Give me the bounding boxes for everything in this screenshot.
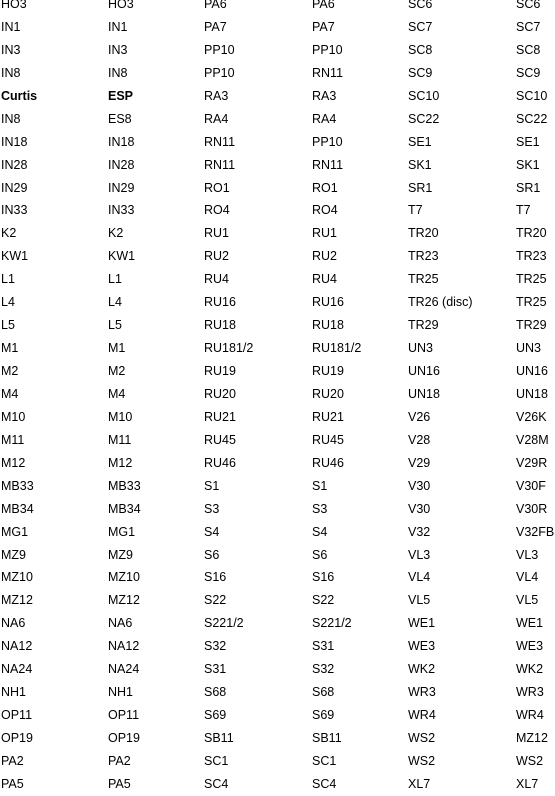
table-row xyxy=(0,589,555,612)
table-cell: RU19 xyxy=(312,364,344,378)
table-cell: TR26 (disc) xyxy=(408,295,473,310)
table-row xyxy=(0,245,555,268)
table-cell: SR1 xyxy=(408,180,433,195)
table-row xyxy=(0,681,555,704)
table-cell: UN16 xyxy=(516,364,548,378)
table-cell: RN11 xyxy=(312,65,344,80)
table-cell: M10 xyxy=(108,409,133,424)
table-cell: MZ12 xyxy=(1,593,33,608)
table-cell: M10 xyxy=(1,409,26,424)
table-cell: SC10 xyxy=(408,88,440,103)
table-row xyxy=(0,268,555,291)
table-cell: SE1 xyxy=(408,134,432,149)
table-cell: S16 xyxy=(312,570,335,585)
table-cell: MB33 xyxy=(108,478,141,493)
table-cell: M2 xyxy=(1,364,19,378)
table-cell: MZ10 xyxy=(1,570,33,585)
table-cell: V28M xyxy=(516,432,549,447)
table-cell: Curtis xyxy=(1,88,38,103)
table-row xyxy=(0,750,555,773)
table-cell: RU4 xyxy=(204,272,230,287)
table-cell: ESP xyxy=(108,88,134,103)
table-cell: RU1 xyxy=(204,226,230,241)
table-row xyxy=(0,566,555,589)
table-cell: NH1 xyxy=(108,685,134,700)
table-row xyxy=(0,360,555,383)
table-cell: V26K xyxy=(516,409,547,424)
table-cell: SC6 xyxy=(408,0,433,11)
table-cell: WR4 xyxy=(516,708,544,723)
table-cell: NA6 xyxy=(1,616,26,631)
table-cell: RU45 xyxy=(312,432,344,447)
table-cell: RU2 xyxy=(312,249,338,264)
table-cell: PA2 xyxy=(108,753,131,768)
table-cell: M4 xyxy=(108,386,126,401)
table-cell: NA12 xyxy=(108,639,140,654)
table-cell: PP10 xyxy=(312,42,343,57)
table-cell: RU4 xyxy=(312,272,338,287)
table-cell: UN16 xyxy=(408,364,440,378)
table-row xyxy=(0,16,555,39)
table-cell: WS2 xyxy=(408,753,436,768)
table-cell: RU21 xyxy=(204,409,236,424)
table-cell: MB34 xyxy=(108,501,141,516)
table-cell: M4 xyxy=(1,386,19,401)
table-cell: M2 xyxy=(108,364,126,378)
table-cell: M12 xyxy=(1,455,26,470)
table-row xyxy=(0,612,555,635)
table-cell: PA5 xyxy=(108,776,131,791)
table-cell: K2 xyxy=(1,226,17,241)
table-cell: S4 xyxy=(204,524,220,539)
table-cell: SC22 xyxy=(408,111,440,126)
table-cell: UN18 xyxy=(408,386,440,401)
table-row xyxy=(0,85,555,108)
table-cell: S1 xyxy=(204,478,220,493)
table-cell: WE3 xyxy=(408,639,436,654)
table-cell: IN3 xyxy=(1,42,21,57)
table-cell: RU16 xyxy=(312,295,344,310)
table-cell: VL3 xyxy=(408,547,431,562)
table-cell: RU2 xyxy=(204,249,230,264)
table-cell: V32 xyxy=(408,524,431,539)
table-cell: UN3 xyxy=(516,341,542,356)
table-cell: SC9 xyxy=(408,65,433,80)
table-cell: IN1 xyxy=(1,19,21,34)
table-cell: SC7 xyxy=(516,19,541,34)
table-cell: S221/2 xyxy=(312,616,352,631)
table-cell: PA6 xyxy=(312,0,335,11)
table-row xyxy=(0,521,555,544)
table-cell: S69 xyxy=(204,708,227,723)
table-cell: V26 xyxy=(408,409,431,424)
table-cell: VL4 xyxy=(516,570,539,585)
table-cell: TR25 xyxy=(516,295,547,310)
table-cell: S3 xyxy=(312,501,328,516)
table-cell: IN29 xyxy=(1,180,28,195)
table-cell: IN8 xyxy=(1,111,21,126)
table-row xyxy=(0,475,555,498)
table-cell: T7 xyxy=(408,203,423,218)
table-cell: IN18 xyxy=(1,134,28,149)
table-cell: IN33 xyxy=(108,203,135,218)
table-cell: HO3 xyxy=(1,0,27,11)
table-cell: KW1 xyxy=(108,249,136,264)
table-row xyxy=(0,177,555,200)
table-row xyxy=(0,429,555,452)
table-cell: S68 xyxy=(312,685,335,700)
table-cell: PP10 xyxy=(204,65,235,80)
table-cell: RU181/2 xyxy=(312,341,362,356)
table-cell: TR20 xyxy=(408,226,439,241)
table-row xyxy=(0,452,555,475)
table-cell: VL5 xyxy=(408,593,431,608)
table-cell: S3 xyxy=(204,501,220,516)
table-cell: IN28 xyxy=(108,157,135,172)
table-cell: V30 xyxy=(408,501,431,516)
table-cell: K2 xyxy=(108,226,124,241)
table-cell: M11 xyxy=(1,432,25,447)
table-cell: TR20 xyxy=(516,226,547,241)
table-cell: OP11 xyxy=(108,708,140,723)
table-cell: RU1 xyxy=(312,226,338,241)
table-cell: RU18 xyxy=(312,318,344,333)
table-cell: RO4 xyxy=(204,203,230,218)
table-cell: SC6 xyxy=(516,0,541,11)
table-cell: MZ9 xyxy=(1,547,26,562)
table-cell: RU21 xyxy=(312,409,344,424)
table-cell: OP11 xyxy=(1,708,33,723)
table-cell: S69 xyxy=(312,708,335,723)
table-cell: UN3 xyxy=(408,341,434,356)
table-cell: IN33 xyxy=(1,203,28,218)
table-row xyxy=(0,406,555,429)
table-row xyxy=(0,0,555,16)
table-row xyxy=(0,337,555,360)
table-cell: SB11 xyxy=(312,731,342,745)
table-cell: NA12 xyxy=(1,639,33,654)
table-cell: WS2 xyxy=(408,731,436,745)
table-cell: RO1 xyxy=(204,180,230,195)
table-row xyxy=(0,154,555,177)
table-cell: WE1 xyxy=(516,616,544,631)
table-cell: WR4 xyxy=(408,708,436,723)
table-cell: WS2 xyxy=(516,753,544,768)
table-cell: PA7 xyxy=(312,19,335,34)
table-cell: KW1 xyxy=(1,249,29,264)
table-cell: IN28 xyxy=(1,157,28,172)
table-cell: SC4 xyxy=(204,776,229,791)
table-cell: NA24 xyxy=(1,662,33,677)
table-cell: V29 xyxy=(408,455,431,470)
table-cell: XL7 xyxy=(516,776,539,791)
table-cell: RU45 xyxy=(204,432,236,447)
table-cell: RA4 xyxy=(204,111,229,126)
table-cell: MZ9 xyxy=(108,547,133,562)
table-cell: VL5 xyxy=(516,593,539,608)
table-cell: IN8 xyxy=(108,65,128,80)
table-cell: M1 xyxy=(1,341,19,356)
table-cell: SC8 xyxy=(516,42,541,57)
table-cell: S6 xyxy=(312,547,328,562)
table-cell: RA3 xyxy=(204,88,229,103)
table-cell: ES8 xyxy=(108,111,132,126)
table-cell: IN3 xyxy=(108,42,128,57)
table-cell: NA24 xyxy=(108,662,140,677)
table-cell: S221/2 xyxy=(204,616,244,631)
table-cell: PA5 xyxy=(1,776,24,791)
table-cell: WK2 xyxy=(516,662,544,677)
table-cell: S68 xyxy=(204,685,227,700)
table-cell: UN18 xyxy=(516,386,548,401)
table-cell: M11 xyxy=(108,432,132,447)
table-cell: MZ10 xyxy=(108,570,140,585)
table-cell: SC8 xyxy=(408,42,433,57)
table-cell: IN8 xyxy=(1,65,21,80)
table-cell: V30 xyxy=(408,478,431,493)
table-cell: M1 xyxy=(108,341,126,356)
table-cell: IN18 xyxy=(108,134,135,149)
table-cell: V32FB xyxy=(516,524,555,539)
table-row xyxy=(0,291,555,314)
table-cell: S32 xyxy=(204,639,227,654)
table-cell: S31 xyxy=(204,662,227,677)
table-cell: S1 xyxy=(312,478,328,493)
table-cell: V30F xyxy=(516,478,546,493)
table-cell: SC4 xyxy=(312,776,337,791)
table-cell: VL4 xyxy=(408,570,431,585)
table-cell: MZ12 xyxy=(516,731,548,745)
table-row xyxy=(0,39,555,62)
table-cell: RO4 xyxy=(312,203,338,218)
table-cell: MB33 xyxy=(1,478,34,493)
table-cell: RU181/2 xyxy=(204,341,254,356)
table-row xyxy=(0,108,555,131)
table-cell: XL7 xyxy=(408,776,431,791)
table-row xyxy=(0,704,555,727)
table-cell: TR23 xyxy=(516,249,547,264)
table-cell: SC7 xyxy=(408,19,433,34)
table-cell: NA6 xyxy=(108,616,133,631)
table-cell: V30R xyxy=(516,501,548,516)
table-cell: MB34 xyxy=(1,501,34,516)
table-cell: SK1 xyxy=(516,157,540,172)
table-cell: RU20 xyxy=(204,386,236,401)
table-cell: V28 xyxy=(408,432,431,447)
table-cell: RU20 xyxy=(312,386,344,401)
table-cell: RN11 xyxy=(204,157,236,172)
table-cell: PA7 xyxy=(204,19,227,34)
table-cell: RU16 xyxy=(204,295,236,310)
table-cell: SE1 xyxy=(516,134,540,149)
table-cell: TR23 xyxy=(408,249,439,264)
table-cell: V29R xyxy=(516,455,548,470)
table-cell: IN29 xyxy=(108,180,135,195)
table-cell: S4 xyxy=(312,524,328,539)
table-cell: RN11 xyxy=(312,157,344,172)
table-cell: NH1 xyxy=(1,685,27,700)
table-cell: RA3 xyxy=(312,88,337,103)
table-cell: SC10 xyxy=(516,88,548,103)
table-row xyxy=(0,658,555,681)
table-row xyxy=(0,314,555,337)
table-cell: WE3 xyxy=(516,639,544,654)
table-cell: RA4 xyxy=(312,111,337,126)
table-row xyxy=(0,199,555,222)
table-cell: T7 xyxy=(516,203,531,218)
table-cell: S22 xyxy=(204,593,227,608)
table-cell: L4 xyxy=(108,295,122,310)
table-cell: TR29 xyxy=(408,318,439,333)
table-cell: RN11 xyxy=(204,134,236,149)
table-cell: S32 xyxy=(312,662,335,677)
table-cell: PA2 xyxy=(1,753,24,768)
table-cell: WR3 xyxy=(408,685,436,700)
table-cell: TR25 xyxy=(516,272,547,287)
table-cell: VL3 xyxy=(516,547,539,562)
table-cell: IN1 xyxy=(108,19,128,34)
table-cell: L5 xyxy=(1,318,15,333)
table-cell: L1 xyxy=(1,272,15,287)
table-cell: S16 xyxy=(204,570,227,585)
table-row xyxy=(0,222,555,245)
table-cell: RO1 xyxy=(312,180,338,195)
table-row xyxy=(0,727,555,750)
table-cell: RU18 xyxy=(204,318,236,333)
table-cell: SB11 xyxy=(204,731,234,745)
table-row xyxy=(0,383,555,406)
table-row xyxy=(0,544,555,567)
table-cell: S22 xyxy=(312,593,335,608)
table-row xyxy=(0,635,555,658)
table-cell: PP10 xyxy=(204,42,235,57)
table-cell: SC9 xyxy=(516,65,541,80)
table-cell: PP10 xyxy=(312,134,343,149)
table-row xyxy=(0,498,555,521)
table-cell: MG1 xyxy=(108,524,136,539)
table-cell: MZ12 xyxy=(108,593,140,608)
table-cell: L4 xyxy=(1,295,15,310)
table-cell: L5 xyxy=(108,318,122,333)
table-row xyxy=(0,131,555,154)
table-cell: RU46 xyxy=(312,455,344,470)
table-row xyxy=(0,773,555,796)
table-cell: SC1 xyxy=(312,753,337,768)
table-cell: PA6 xyxy=(204,0,227,11)
table-cell: S6 xyxy=(204,547,220,562)
table-cell: SC1 xyxy=(204,753,229,768)
table-row xyxy=(0,62,555,85)
table-cell: SK1 xyxy=(408,157,432,172)
table-cell: HO3 xyxy=(108,0,134,11)
table-cell: OP19 xyxy=(1,731,33,745)
table-cell: L1 xyxy=(108,272,122,287)
table-cell: MG1 xyxy=(1,524,29,539)
table-cell: S31 xyxy=(312,639,335,654)
table-cell: RU46 xyxy=(204,455,236,470)
table-cell: WK2 xyxy=(408,662,436,677)
table-cell: SC22 xyxy=(516,111,548,126)
table-cell: WR3 xyxy=(516,685,544,700)
table-cell: M12 xyxy=(108,455,133,470)
table-cell: SR1 xyxy=(516,180,541,195)
table-cell: OP19 xyxy=(108,731,140,745)
table-cell: RU19 xyxy=(204,364,236,378)
table-cell: TR25 xyxy=(408,272,439,287)
table-cell: WE1 xyxy=(408,616,436,631)
table-cell: TR29 xyxy=(516,318,547,333)
